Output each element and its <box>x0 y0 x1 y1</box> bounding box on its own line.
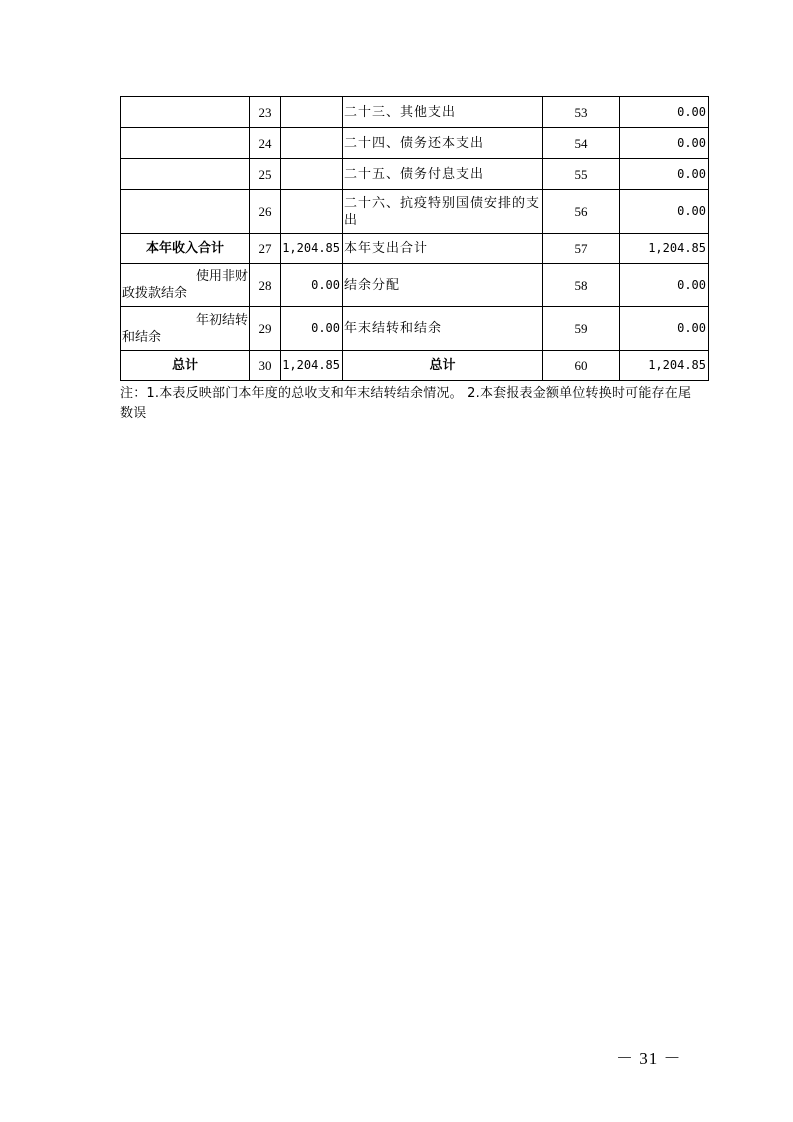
income-row-number: 24 <box>250 128 281 159</box>
table-row <box>121 97 709 128</box>
income-amount: 0.00 <box>281 264 343 307</box>
income-amount <box>281 159 343 190</box>
expense-amount: 1,204.85 <box>620 234 709 264</box>
income-item-name <box>121 159 250 190</box>
income-row-number: 30 <box>250 351 281 381</box>
expense-row-number: 56 <box>543 190 620 234</box>
expense-item-name: 二十四、债务还本支出 <box>343 128 543 159</box>
income-item-name-line1: 年初结转 <box>195 312 248 328</box>
income-item-name: 本年收入合计 <box>121 234 250 264</box>
expense-item-name: 二十六、抗疫特别国债安排的支出 <box>343 190 543 234</box>
expense-item-name: 结余分配 <box>343 264 543 307</box>
table-row <box>121 264 709 307</box>
table-footnote: 注：1.本表反映部门本年度的总收支和年末结转结余情况。 2.本套报表金额单位转换时可能存在尾数误 <box>120 386 692 421</box>
table-row <box>121 234 709 264</box>
expense-amount: 0.00 <box>620 307 709 351</box>
income-row-number: 26 <box>250 190 281 234</box>
expense-item-name: 本年支出合计 <box>343 234 543 264</box>
expense-row-number: 60 <box>543 351 620 381</box>
page-number: － 31 － <box>616 1049 682 1068</box>
table-row <box>121 190 709 234</box>
income-amount: 1,204.85 <box>281 351 343 381</box>
table-row <box>121 159 709 190</box>
income-amount <box>281 128 343 159</box>
expense-row-number: 53 <box>543 97 620 128</box>
expense-item-name: 二十三、其他支出 <box>343 97 543 128</box>
income-item-name-line2: 和结余 <box>122 329 162 345</box>
income-item-name <box>121 190 250 234</box>
income-item-name <box>121 97 250 128</box>
income-row-number: 23 <box>250 97 281 128</box>
expense-row-number: 54 <box>543 128 620 159</box>
expense-row-number: 58 <box>543 264 620 307</box>
budget-summary-table <box>120 96 709 381</box>
expense-amount: 0.00 <box>620 159 709 190</box>
expense-amount: 0.00 <box>620 264 709 307</box>
income-amount <box>281 190 343 234</box>
expense-row-number: 57 <box>543 234 620 264</box>
table-row <box>121 128 709 159</box>
income-item-name <box>121 128 250 159</box>
income-item-name <box>121 264 250 307</box>
expense-amount: 0.00 <box>620 97 709 128</box>
table-row <box>121 307 709 351</box>
income-row-number: 29 <box>250 307 281 351</box>
expense-row-number: 55 <box>543 159 620 190</box>
income-row-number: 28 <box>250 264 281 307</box>
income-item-name-line2: 政拨款结余 <box>122 286 188 301</box>
income-row-number: 27 <box>250 234 281 264</box>
expense-amount: 0.00 <box>620 190 709 234</box>
income-item-name <box>121 307 250 351</box>
expense-item-name: 二十五、债务付息支出 <box>343 159 543 190</box>
expense-amount: 0.00 <box>620 128 709 159</box>
expense-item-name: 年末结转和结余 <box>343 307 543 351</box>
income-item-name: 总计 <box>121 351 250 381</box>
income-amount: 0.00 <box>281 307 343 351</box>
income-row-number: 25 <box>250 159 281 190</box>
income-amount <box>281 97 343 128</box>
income-item-name-line1: 使用非财 <box>195 269 248 284</box>
table-row <box>121 351 709 381</box>
expense-amount: 1,204.85 <box>620 351 709 381</box>
expense-item-name: 总计 <box>343 351 543 381</box>
expense-row-number: 59 <box>543 307 620 351</box>
income-amount: 1,204.85 <box>281 234 343 264</box>
